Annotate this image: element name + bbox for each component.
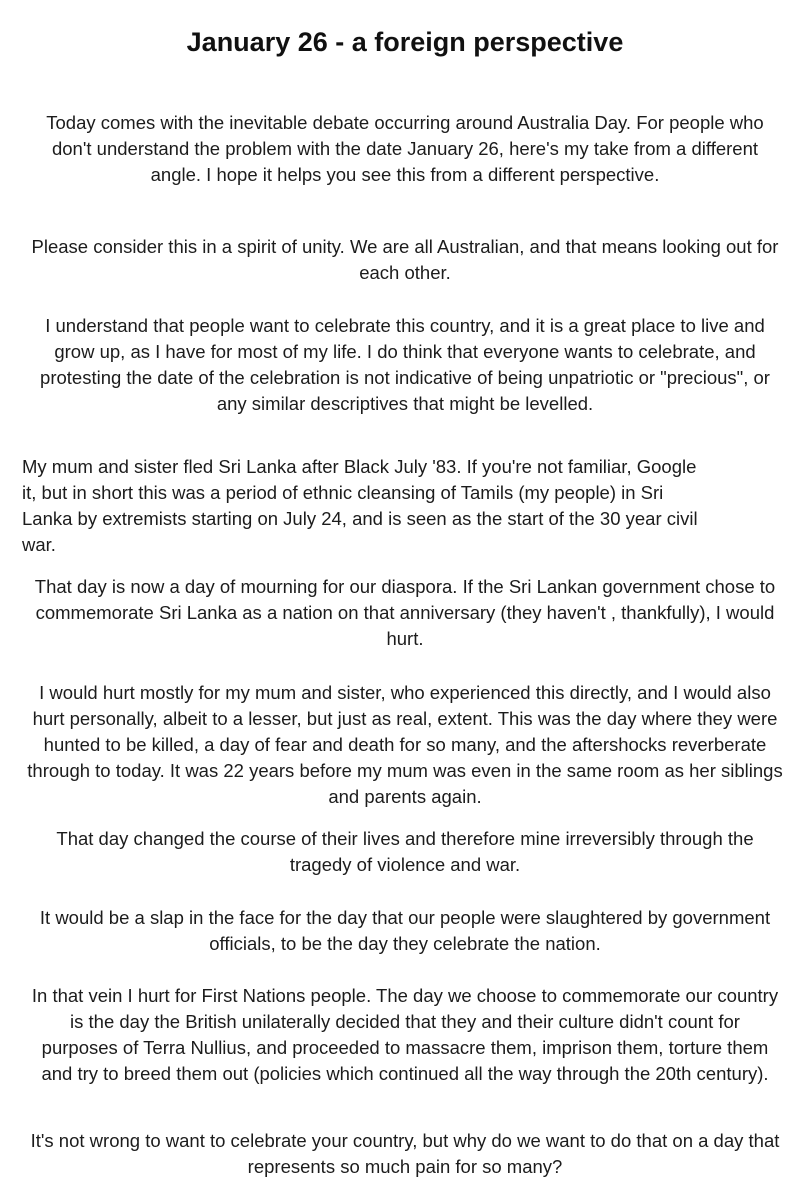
page-title: January 26 - a foreign perspective xyxy=(186,27,624,57)
paragraph-celebrate: I understand that people want to celebrate this country, and it is a great place to live and grow up, as I have for most of my life. I do think that everyone wants to celebrate, and protesting the date of the celebration is not indicative of being unpatriotic or "precious", or any similar descriptives that might be levelled. xyxy=(40,315,770,414)
paragraph-hurt: I would hurt mostly for my mum and sister, who experienced this directly, and I would also hurt personally, albeit to a lesser, but just as real, extent. This was the day where they were hunted to be killed, a day of fear and death for so many, and the aftershocks reverberate through to today. It was 22 years before my mum was even in the same room as her siblings and parents again. xyxy=(27,682,783,807)
paragraph-closing: It's not wrong to want to celebrate your country, but why do we want to do that on a day that represents so much pain for so many? xyxy=(30,1130,780,1177)
paragraph-first-nations: In that vein I hurt for First Nations people. The day we choose to commemorate our country is the day the British unilaterally decided that they and their culture didn't count for purposes of Terra Nullius, and proceeded to massacre them, imprison them, torture them and try to breed them out (policies which continued all the way through the 20th century). xyxy=(31,985,779,1084)
paragraph-intro: Today comes with the inevitable debate occurring around Australia Day. For people who don't understand the problem with the date January 26, here's my take from a different angle. I hope it helps you see this from a different perspective. xyxy=(46,112,764,185)
paragraph-black-july: My mum and sister fled Sri Lanka after Black July '83. If you're not familiar, Google it, but in short this was a period of ethnic cleansing of Tamils (my people) in Sri Lanka by extremists starting on July 24, and is seen as the start of the 30 year civil war. xyxy=(22,456,698,555)
paragraph-changed-course: That day changed the course of their lives and therefore mine irreversibly through the tragedy of violence and war. xyxy=(56,828,754,875)
paragraph-mourning: That day is now a day of mourning for our diaspora. If the Sri Lankan government chose to commemorate Sri Lanka as a nation on that anniversary (they haven't , thankfully), I would hurt. xyxy=(34,576,776,649)
paragraph-unity: Please consider this in a spirit of unity. We are all Australian, and that means looking out for each other. xyxy=(31,236,779,283)
paragraph-slap: It would be a slap in the face for the day that our people were slaughtered by government officials, to be the day they celebrate the nation. xyxy=(39,907,771,954)
